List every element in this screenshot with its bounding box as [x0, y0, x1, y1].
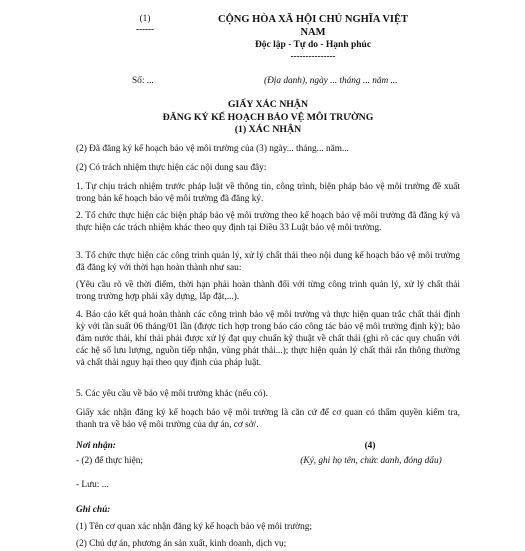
paragraph-3: 1. Tự chịu trách nhiệm trước pháp luật về thông tin, công trình, biện pháp bảo vệ môi trường đề xuất trong bản kế hoạch bảo vệ môi trường đã đăng ký.: [76, 182, 460, 205]
national-header: [213, 13, 413, 61]
note-2: (2) Chủ dự án, phương án sản xuất, kinh doanh, dịch vụ;: [76, 539, 287, 549]
paragraph-1: (2) Đã đăng ký kế hoạch bảo vệ môi trường của (3) ngày... tháng... năm...: [76, 144, 349, 154]
recipients-title: Nơi nhận:: [76, 441, 116, 451]
agency-block: [118, 13, 172, 34]
note-1: (1) Tên cơ quan xác nhận đăng ký kế hoạch bảo vệ môi trường;: [76, 522, 312, 532]
country-name-line2: NAM: [300, 27, 326, 38]
title-line1: GIẤY XÁC NHẬN: [227, 99, 309, 110]
notes-title: Ghi chú:: [76, 505, 111, 515]
document-title: [76, 99, 460, 137]
signature-note: (Ký, ghi họ tên, chức danh, đóng dấu): [300, 456, 442, 466]
national-motto: Độc lập - Tự do - Hạnh phúc: [254, 40, 372, 50]
paragraph-4: 2. Tổ chức thực hiện các biện pháp bảo vệ môi trường theo kế hoạch bảo vệ môi trường đã đăng ký và thực hiện các trách nhiệm khác theo quy định tại Điều 33 Luật bảo vệ môi trường.: [76, 211, 460, 234]
paragraph-2: (2) Có trách nhiệm thực hiện các nội dung sau đây:: [76, 163, 267, 173]
recipient-1: - (2) để thực hiện;: [76, 456, 143, 466]
document-number: Số: ...: [132, 76, 154, 86]
title-line3: (1) XÁC NHẬN: [234, 124, 302, 135]
paragraph-5: 3. Tổ chức thực hiện các công trình quản lý, xử lý chất thải theo nội dung kế hoạch bảo vệ môi trường đã đăng ký với thời hạn hoàn thành như sau:: [76, 251, 460, 274]
paragraph-6: (Yêu cầu rõ về thời điểm, thời hạn phải hoàn thành đối với từng công trình quản lý, xử lý chất thải trong trường hợp phải xây dựng, lắp đặt,...).: [76, 280, 460, 303]
country-name-line1: CỘNG HÒA XÃ HỘI CHỦ NGHĨA VIỆT: [218, 14, 408, 25]
motto-divider: ---------------: [290, 51, 336, 61]
signer-number: (4): [364, 441, 376, 451]
place-date: (Địa danh), ngày ... tháng ... năm ...: [264, 76, 398, 86]
recipient-2: - Lưu: ...: [76, 480, 109, 490]
paragraph-9: Giấy xác nhận đăng ký kế hoạch bảo vệ môi trường là căn cứ để cơ quan có thẩm quyền kiểm tra, thanh tra về bảo vệ môi trường của dự án, cơ sở/.: [76, 408, 460, 431]
agency-divider: ------: [136, 24, 154, 35]
agency-number: (1): [139, 14, 151, 24]
paragraph-8: 5. Các yêu cầu về bảo vệ môi trường khác (nếu có).: [76, 389, 268, 399]
title-line2: ĐĂNG KÝ KẾ HOẠCH BẢO VỆ MÔI TRƯỜNG: [162, 111, 374, 123]
paragraph-7: 4. Báo cáo kết quả hoàn thành các công trình bảo vệ môi trường và thực hiện quan trắc chất thải định kỳ với tần suất 06 tháng/01 lần (được tích hợp trong báo cáo công tác bảo vệ môi trường định kỳ); bảo đảm nước thải, khí thải phải được xử lý đạt quy chuẩn kỹ thuật về chất thải (ghi rõ các quy chuẩn với các hệ số lưu lượng, nguồn tiếp nhận, vùng phát thải...); thực hiện quản lý chất thải rắn thông thường và chất thải nguy hại theo quy định của pháp luật.: [76, 310, 460, 369]
